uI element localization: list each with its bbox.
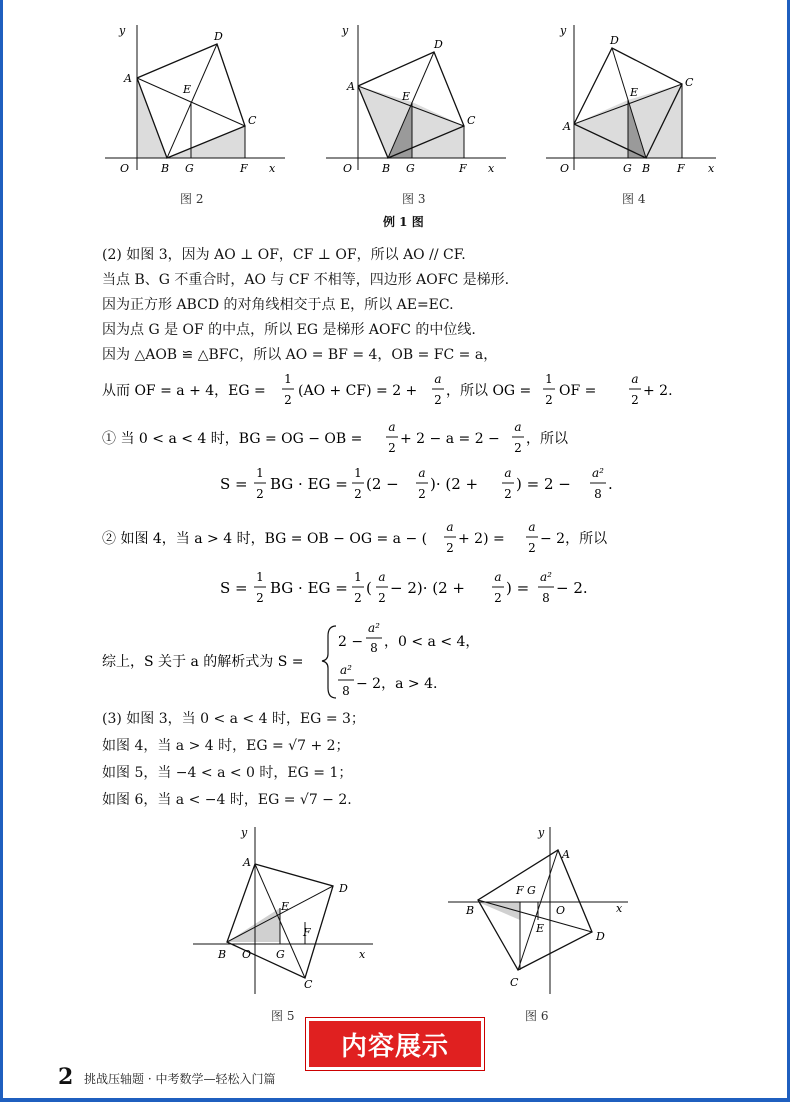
axis-y-label: y bbox=[241, 826, 248, 839]
label-b: B bbox=[642, 162, 651, 175]
svg-text:1: 1 bbox=[354, 466, 362, 480]
svg-text:1: 1 bbox=[256, 570, 264, 584]
svg-text:从而 OF = a + 4，EG =: 从而 OF = a + 4，EG = bbox=[102, 383, 266, 399]
svg-text:2: 2 bbox=[378, 591, 386, 605]
label-b: B bbox=[218, 948, 227, 961]
label-o: O bbox=[343, 162, 353, 175]
label-d: D bbox=[610, 34, 619, 47]
svg-text:，0 < a < 4，: ，0 < a < 4， bbox=[384, 634, 480, 650]
label-a: A bbox=[243, 856, 251, 869]
label-f: F bbox=[240, 162, 248, 175]
svg-text:1: 1 bbox=[284, 372, 292, 386]
svg-text:a²: a² bbox=[368, 621, 380, 635]
svg-text:a: a bbox=[528, 520, 536, 534]
svg-text:(: ( bbox=[366, 579, 372, 597]
content-showcase-badge: 内容展示 bbox=[306, 1018, 484, 1070]
label-g: G bbox=[276, 948, 285, 961]
svg-text:1: 1 bbox=[354, 570, 362, 584]
svg-text:8: 8 bbox=[594, 487, 602, 501]
svg-text:a: a bbox=[631, 372, 639, 386]
axis-x-label: x bbox=[616, 902, 623, 915]
label-o: O bbox=[242, 948, 252, 961]
caption-fig5: 图 5 bbox=[271, 1009, 295, 1023]
svg-text:+ 2.: + 2. bbox=[643, 383, 673, 399]
label-o: O bbox=[556, 904, 566, 917]
svg-text:2: 2 bbox=[284, 393, 292, 407]
label-f: F bbox=[677, 162, 685, 175]
svg-text:BG · EG =: BG · EG = bbox=[270, 579, 348, 597]
example-caption: 例 1 图 bbox=[383, 215, 424, 229]
svg-text:2: 2 bbox=[446, 541, 454, 555]
svg-text:(AO + CF) = 2 +: (AO + CF) = 2 + bbox=[298, 383, 418, 399]
label-f: F bbox=[516, 884, 524, 897]
caption-fig6: 图 6 bbox=[525, 1009, 549, 1023]
label-o: O bbox=[120, 162, 130, 175]
text-line-2: 当点 B、G 不重合时，AO 与 CF 不相等，四边形 AOFC 是梯形. bbox=[102, 272, 510, 288]
figure-2 bbox=[95, 20, 295, 180]
label-c: C bbox=[510, 976, 519, 989]
svg-text:a: a bbox=[434, 372, 442, 386]
axis-y-label: y bbox=[560, 24, 567, 37]
svg-text:8: 8 bbox=[342, 684, 350, 698]
svg-text:2: 2 bbox=[545, 393, 553, 407]
label-a: A bbox=[563, 120, 571, 133]
svg-text:2: 2 bbox=[354, 487, 362, 501]
text-line-3: 因为正方形 ABCD 的对角线相交于点 E，所以 AE=EC. bbox=[102, 297, 454, 313]
label-a: A bbox=[124, 72, 132, 85]
text-line-4: 因为点 G 是 OF 的中点，所以 EG 是梯形 AOFC 的中位线. bbox=[102, 322, 476, 338]
axis-y-label: y bbox=[342, 24, 349, 37]
label-e: E bbox=[536, 922, 545, 935]
label-g: G bbox=[623, 162, 632, 175]
svg-text:a: a bbox=[504, 466, 512, 480]
svg-text:S =: S = bbox=[220, 475, 248, 493]
svg-text:S =: S = bbox=[220, 579, 248, 597]
svg-text:.: . bbox=[608, 475, 613, 493]
svg-text:2: 2 bbox=[504, 487, 512, 501]
s-case-1-equation bbox=[218, 462, 638, 506]
label-a: A bbox=[562, 848, 570, 861]
svg-text:OF =: OF = bbox=[559, 383, 597, 399]
label-a: A bbox=[347, 80, 355, 93]
svg-text:a: a bbox=[494, 570, 502, 584]
axis-x-label: x bbox=[359, 948, 366, 961]
equation-eg-og bbox=[100, 368, 700, 412]
svg-text:− 2，a > 4.: − 2，a > 4. bbox=[356, 676, 438, 692]
label-f: F bbox=[459, 162, 467, 175]
axis-y-label: y bbox=[538, 826, 545, 839]
text-line-1: (2) 如图 3，因为 AO ⊥ OF，CF ⊥ OF，所以 AO // CF. bbox=[102, 247, 466, 263]
axis-x-label: x bbox=[708, 162, 715, 175]
figure-6 bbox=[440, 822, 640, 997]
label-b: B bbox=[382, 162, 391, 175]
part3-line-4: 如图 6，当 a < −4 时，EG = √7 − 2. bbox=[102, 792, 352, 808]
svg-text:a: a bbox=[388, 420, 396, 434]
svg-text:2: 2 bbox=[354, 591, 362, 605]
part3-line-3: 如图 5，当 −4 < a < 0 时，EG = 1； bbox=[102, 765, 353, 781]
svg-text:① 当 0 < a < 4 时，BG = OG − OB =: ① 当 0 < a < 4 时，BG = OG − OB = bbox=[102, 431, 363, 447]
svg-text:a²: a² bbox=[340, 663, 352, 677]
svg-text:2: 2 bbox=[631, 393, 639, 407]
svg-text:2 −: 2 − bbox=[338, 634, 364, 650]
svg-text:) = 2 −: ) = 2 − bbox=[516, 475, 571, 493]
svg-text:a²: a² bbox=[592, 466, 604, 480]
svg-text:a: a bbox=[378, 570, 386, 584]
page-number: 2 bbox=[58, 1064, 74, 1090]
axis-x-label: x bbox=[269, 162, 276, 175]
label-o: O bbox=[560, 162, 570, 175]
label-d: D bbox=[596, 930, 605, 943]
svg-text:)· (2 +: )· (2 + bbox=[430, 475, 479, 493]
axis-y-label: y bbox=[119, 24, 126, 37]
svg-text:a: a bbox=[446, 520, 454, 534]
part3-line-2: 如图 4，当 a > 4 时，EG = √7 + 2； bbox=[102, 738, 350, 754]
svg-text:，所以: ，所以 bbox=[526, 431, 568, 447]
piecewise-summary bbox=[100, 618, 600, 704]
label-d: D bbox=[339, 882, 348, 895]
svg-text:2: 2 bbox=[514, 441, 522, 455]
svg-text:8: 8 bbox=[370, 641, 378, 655]
label-g: G bbox=[527, 884, 536, 897]
label-c: C bbox=[685, 76, 694, 89]
text-line-5: 因为 △AOB ≌ △BFC，所以 AO = BF = 4，OB = FC = a， bbox=[102, 347, 498, 363]
label-f: F bbox=[303, 926, 311, 939]
svg-text:8: 8 bbox=[542, 591, 550, 605]
svg-text:a²: a² bbox=[540, 570, 552, 584]
svg-text:− 2，所以: − 2，所以 bbox=[540, 531, 608, 547]
label-e: E bbox=[630, 86, 639, 99]
book-title: 挑战压轴题 · 中考数学—轻松入门篇 bbox=[84, 1072, 276, 1086]
label-e: E bbox=[402, 90, 411, 103]
svg-text:2: 2 bbox=[256, 487, 264, 501]
svg-text:+ 2) =: + 2) = bbox=[458, 531, 505, 547]
label-b: B bbox=[466, 904, 475, 917]
svg-text:2: 2 bbox=[256, 591, 264, 605]
label-c: C bbox=[467, 114, 476, 127]
svg-text:a: a bbox=[418, 466, 426, 480]
svg-text:1: 1 bbox=[545, 372, 553, 386]
figure-4 bbox=[536, 20, 736, 180]
label-d: D bbox=[214, 30, 223, 43]
label-b: B bbox=[161, 162, 170, 175]
svg-text:2: 2 bbox=[388, 441, 396, 455]
label-d: D bbox=[434, 38, 443, 51]
label-e: E bbox=[183, 83, 192, 96]
axis-x-label: x bbox=[488, 162, 495, 175]
svg-text:，所以 OG =: ，所以 OG = bbox=[446, 383, 532, 399]
s-case-2-equation bbox=[218, 566, 638, 610]
label-e: E bbox=[281, 900, 290, 913]
svg-text:+ 2 − a = 2 −: + 2 − a = 2 − bbox=[400, 431, 500, 447]
label-g: G bbox=[185, 162, 194, 175]
svg-text:− 2.: − 2. bbox=[556, 579, 588, 597]
label-c: C bbox=[248, 114, 257, 127]
svg-text:综上，S 关于 a 的解析式为 S =: 综上，S 关于 a 的解析式为 S = bbox=[102, 654, 304, 670]
case-1-line bbox=[100, 416, 700, 460]
svg-text:− 2)· (2 +: − 2)· (2 + bbox=[390, 579, 465, 597]
svg-text:2: 2 bbox=[418, 487, 426, 501]
part3-line-1: (3) 如图 3，当 0 < a < 4 时，EG = 3； bbox=[102, 711, 365, 727]
figure-3 bbox=[316, 20, 516, 180]
caption-fig2: 图 2 bbox=[180, 192, 204, 206]
case-2-line bbox=[100, 516, 700, 560]
svg-text:② 如图 4，当 a > 4 时，BG = OB − OG: ② 如图 4，当 a > 4 时，BG = OB − OG = a − ( bbox=[102, 531, 428, 547]
figure-5 bbox=[185, 822, 385, 997]
svg-text:1: 1 bbox=[256, 466, 264, 480]
svg-text:BG · EG =: BG · EG = bbox=[270, 475, 348, 493]
svg-text:(2 −: (2 − bbox=[366, 475, 399, 493]
label-c: C bbox=[304, 978, 313, 991]
label-g: G bbox=[406, 162, 415, 175]
svg-text:2: 2 bbox=[494, 591, 502, 605]
svg-text:2: 2 bbox=[434, 393, 442, 407]
svg-text:a: a bbox=[514, 420, 522, 434]
caption-fig3: 图 3 bbox=[402, 192, 426, 206]
svg-text:) =: ) = bbox=[506, 579, 530, 597]
caption-fig4: 图 4 bbox=[622, 192, 646, 206]
svg-text:2: 2 bbox=[528, 541, 536, 555]
